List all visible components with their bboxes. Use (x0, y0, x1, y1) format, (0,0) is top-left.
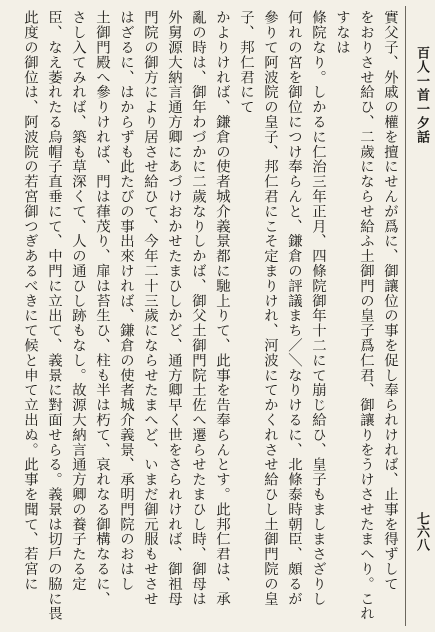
text-line: 條院なり。しかるに仁治三年正月、四條院御年十二にて崩じ給ひ、皇子もましまさざりし (310, 10, 326, 606)
header-rule (405, 6, 406, 626)
text-line: はざるに、はからずも此たびの事出來ければ、鎌倉の使者城介義景、承明門院のおはし (118, 10, 134, 592)
text-line: をおりさせ給ひ、二歲にならせ給ふ土御門の皇子爲仁君、御讓りをうけさせたまへり。これすなは (334, 10, 374, 621)
text-line: 臣、なえ萎れたる烏帽子直垂にて、中門に立出て、義景に對面せらる。義景は切戶の脇に畏 (46, 10, 62, 621)
text-line: 外舅源大納言通方卿にあづけおかせたまひしかど、通方卿早く世をさられければ、御祖母 (166, 10, 182, 606)
running-head: 百人一首一夕話 (414, 46, 429, 144)
text-line: さし入てみれば、築も草深くて、人の通ひし跡もなし。故源大納言通方卿の養子たる定 (70, 10, 86, 592)
text-line: 實父子、外戚の權を擅にせんが爲に、御讓位の事を促し奉られければ、止事を得ずして (382, 10, 398, 592)
text-line: 此度の御位は、阿波院の若宮御つぎあるべきにて候と申て立出ぬ。此事を聞て、若宮に (22, 10, 38, 592)
text-line: 何れの宮を御位につけ奉らんと、鎌倉の評議まち／＼なりけるに、北條泰時朝臣、頗るが (286, 10, 302, 606)
text-line: 門院の御方により居させ給ひて、今年二十三歲にならせたまへど、いまだ御元服もせさせ (142, 10, 158, 606)
body-text (6, 10, 402, 622)
text-line: 亂の時は、御年わづかに二歲なりしかば、御父土御門院土佐へ遷らせたまひし時、御母は (190, 10, 206, 606)
text-line: 土御門殿へ參りければ、門は葎茂り、扉は苔生ひ、柱も半は朽て、哀れなる御構なるに、 (94, 10, 110, 606)
page-number: 七六八 (414, 512, 429, 551)
text-line: かよりければ、鎌倉の使者城介義景都に馳上りて、此事を告奉らんとす。此邦仁君は、承 (214, 10, 230, 606)
text-line: 參りて阿波院の皇子、邦仁君にこそ定まりけれ、河波にてかくれさせ給ひし土御門院の皇子、邦仁君にて (238, 10, 278, 606)
